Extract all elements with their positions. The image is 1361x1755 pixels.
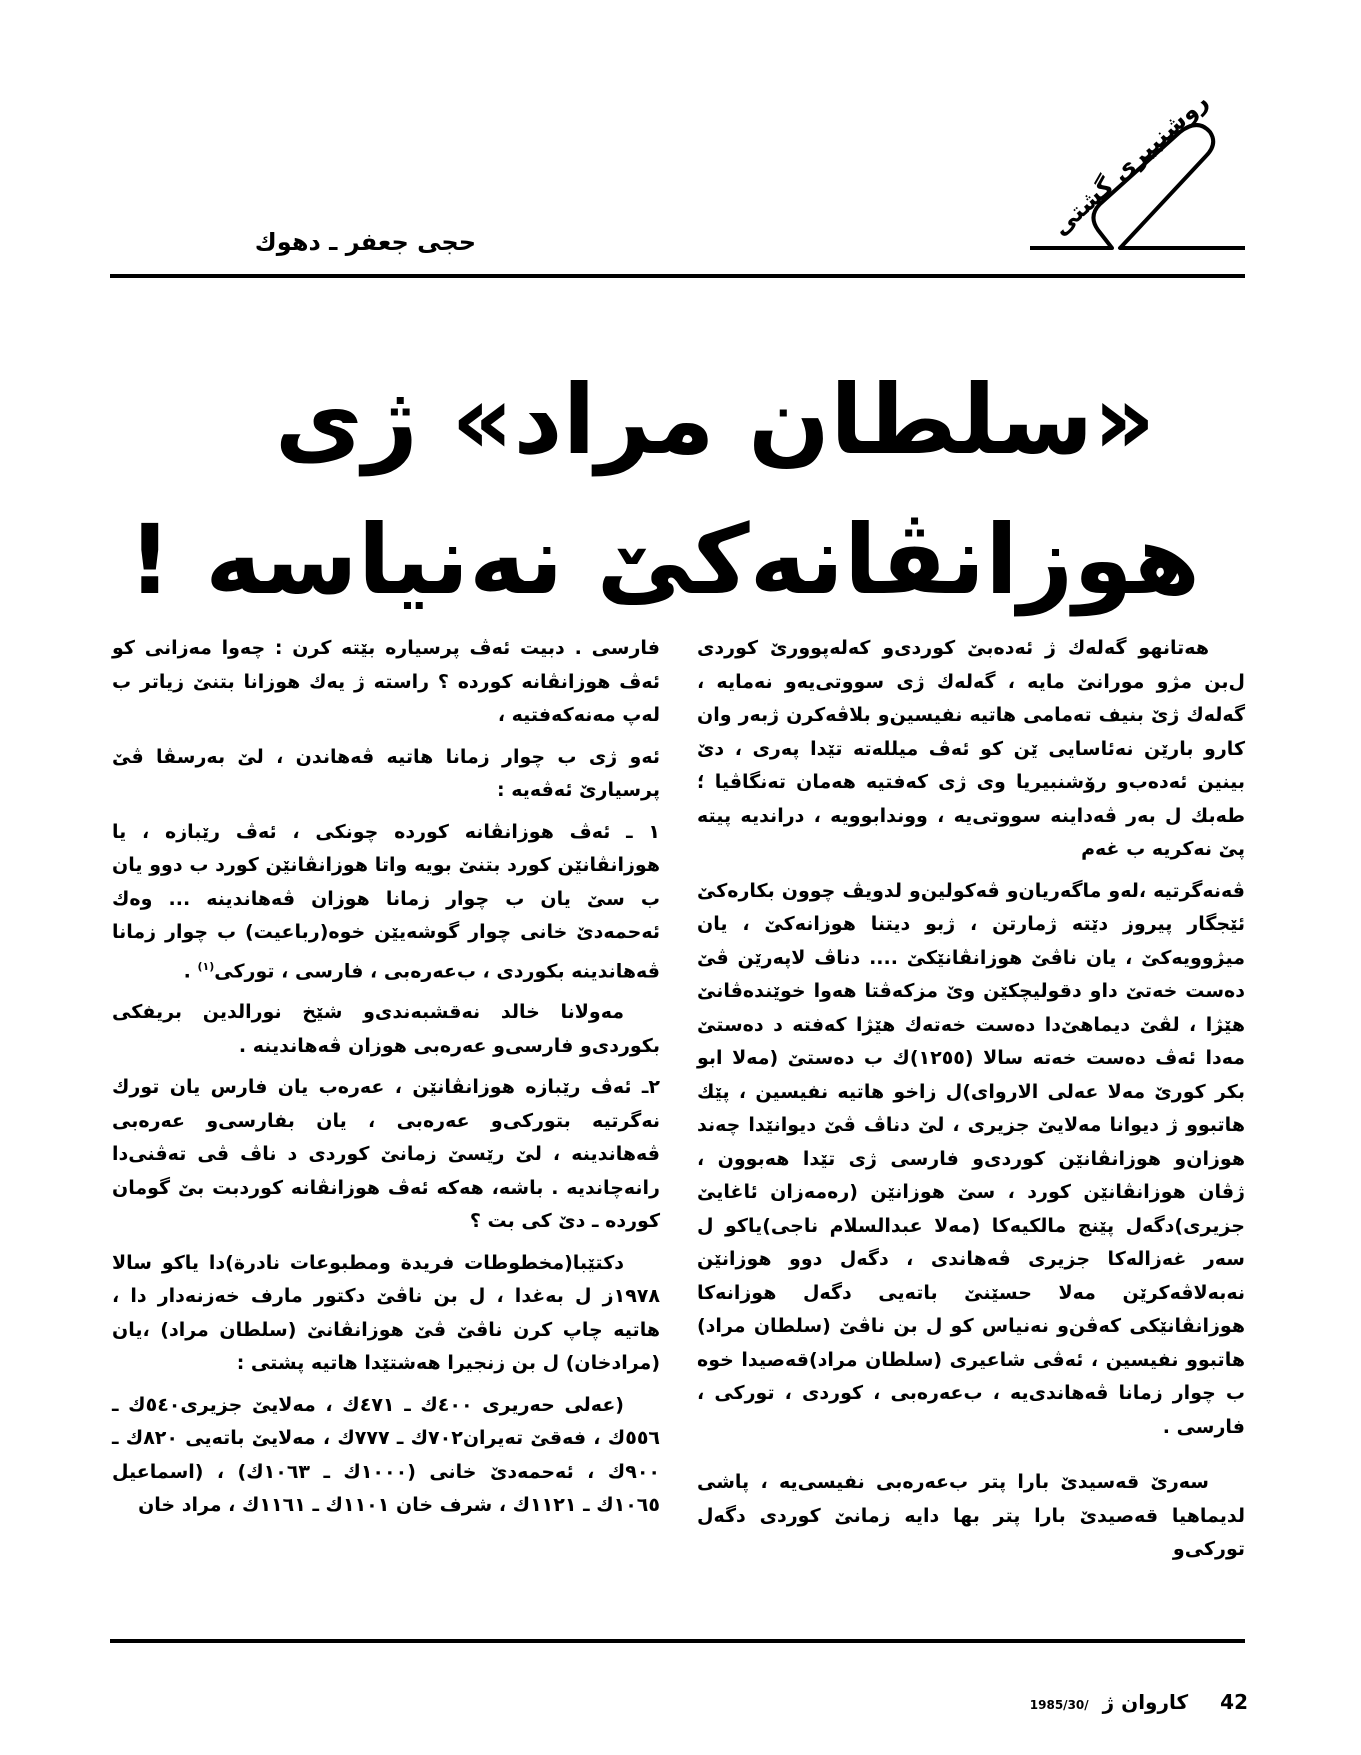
paragraph: فارسی . دبیت ئه‌ڤ پرسیاره بێته كرن : چه‌وا مه‌زانی كو ئه‌ڤ هوزانڤانه كورده ؟ راسته ژ یه‌ك هوزانا بتنێ زیاتر ب له‌پ مه‌نه‌كه‌فتیه ، bbox=[112, 637, 660, 726]
paragraph: مه‌ولانا خالد نه‌قشبه‌ندی‌و شێخ نورالدین بریفكی بكوردی‌و فارسی‌و عه‌ره‌بی هوزان ڤه‌هاندینه . bbox=[112, 1001, 660, 1057]
paragraph: دكتێبا(مخطوطات فریدة ومطبوعات نادرة)دا یاكو سالا ١٩٧٨ز ل به‌غدا ، ل بن ناڤێ دكتور مارف خه‌زنه‌دار دا ، هاتیه چاپ كرن ناڤێ ڤێ هوزانڤانێ (سلطان مراد) ،یان (مرادخان) ل بن زنجیرا هه‌شتێدا هاتیه پشتی : bbox=[112, 1251, 660, 1375]
issue-number: 1985/30/ bbox=[1029, 1698, 1089, 1712]
author-byline: حجی جعفر ـ دهوك bbox=[254, 228, 476, 256]
section-badge-label: روشنبیری گشتی bbox=[1046, 86, 1214, 242]
paragraph-with-footnote: ١ ـ ئه‌ڤ هوزانڤانه كورده چونكی ، ئه‌ڤ رێبازه ، یا هوزانڤانێن كورد بتنێ بویه واتا هوزانڤانێن كورد ب دوو یان ب سێ یان ب چوار زمانا هوزان ڤه‌هاندینه ... وه‌ك ئه‌حمه‌دێ خانی چوار گوشه‌یێن خوه(رباعیت) ب چوار زمانا ڤه‌هاندینه بكوردی ، ب‌عه‌ره‌بی ، فارسی ، توركی$^{(١)}$ . bbox=[112, 820, 660, 982]
page-number: 42 bbox=[1220, 1690, 1248, 1714]
header-divider bbox=[110, 274, 1245, 278]
paragraph: ڤه‌نه‌گرتیه ،له‌و ماگه‌ریان‌و ڤه‌كولین‌و لدویڤ چوون بكاره‌كێ ئێجگار پیروز دێته ژمارتن ، ژبو دیتنا هوزانه‌كێ ، یان میژوویه‌كێ ، یان ناڤێ هوزانڤانێكێ .... دناڤ لاپه‌رێن ڤێ ده‌ست خه‌تێ داو دقولیچكێن وێ مزكه‌ڤتا هه‌وا خوێنده‌ڤانێ هێژا ، لڤێ دیماهێ‌دا ده‌ست خه‌ته‌ك هێژا كه‌فته د ده‌ستێ مه‌دا ئه‌ڤ ده‌ست خه‌ته سالا (١٢٥٥)ك ب ده‌ستێ (مه‌لا ابو بكر كورێ مه‌لا عه‌لی الاروای)ل زاخو هاتیه نفیسین ، پێك هاتبوو ژ دیوانا مه‌لایێ جزیری ، لێ دناڤ ڤێ دیوانێدا چه‌ند هوزان‌و هوزانڤانێن كوردی‌و فارسی ژی تێدا هه‌بوون ، ژڤان هوزانڤانێن كورد ، سێ هوزانێن (ره‌مه‌زان ئاغایێ جزیری)دگه‌ل پێنج مالكیه‌كا (مه‌لا عبدالسلام ناجی)یاكو ل سه‌ر غه‌زاله‌كا جزیری ڤه‌هاندی ، دگه‌ل دوو هوزانێن نه‌به‌لاڤه‌كرێن مه‌لا حسێنێ باته‌یی دگه‌ل هوزانه‌كا هوزانڤانێكی كه‌ڤن‌و نه‌نیاس كو ل بن ناڤێ (سلطان مراد) هاتبوو نفیسین ، ئه‌ڤی شاعیری (سلطان مراد)قه‌صیدا خوه ب چوار زمانا ڤه‌هاندی‌یه ، ب‌عه‌ره‌بی ، كوردی ، توركی ، فارسی . bbox=[697, 879, 1245, 1438]
paragraph: ئه‌و ژی ب چوار زمانا هاتیه ڤه‌هاندن ، لێ به‌رسڤا ڤێ پرسیارێ ئه‌ڤه‌یه : bbox=[112, 745, 660, 801]
footer-divider bbox=[110, 1639, 1245, 1643]
footnote-marker[interactable]: (١) bbox=[197, 959, 215, 973]
page-footer bbox=[1030, 1690, 1248, 1714]
paragraph-text: ١ ـ ئه‌ڤ هوزانڤانه كورده چونكی ، ئه‌ڤ رێبازه ، یا هوزانڤانێن كورد بتنێ بویه واتا هوزانڤانێن كورد ب دوو یان ب سێ یان ب چوار زمانا هوزان ڤه‌هاندینه ... وه‌ك ئه‌حمه‌دێ خانی چوار گوشه‌یێن خوه(رباعیت) ب چوار زمانا ڤه‌هاندینه بكوردی ، ب‌عه‌ره‌بی ، فارسی ، توركی bbox=[112, 820, 660, 982]
headline-line-1: «سلطان مراد» ژی bbox=[274, 364, 1156, 476]
paragraph: سه‌رێ قه‌سیدێ بارا پتر ب‌عه‌ره‌بی نفیسی‌یه ، پاشی لدیماهیا قه‌صیدێ بارا پتر بها دایه زمانێ كوردی دگه‌ل توركی‌و bbox=[697, 1471, 1245, 1560]
article-headline bbox=[127, 350, 1200, 630]
paragraph: ٢ـ ئه‌ڤ رێبازه هوزانڤانێن ، عه‌ره‌ب یان فارس یان تورك نه‌گرتیه بتوركی‌و عه‌ره‌بی ، یان بفارسی‌و عه‌ره‌بی ڤه‌هاندینه ، لێ رێسێ زمانێ كوردی د ناڤ ڤی ته‌ڤنی‌دا رانه‌چاندیه . باشه، هه‌كه ئه‌ڤ هوزانڤانه كوردبت بێ گومان كورده ـ دێ كی بت ؟ bbox=[112, 1076, 660, 1233]
magazine-name: كاروان ژ bbox=[1102, 1690, 1189, 1714]
headline-line-2: هوزانڤانه‌كێ نه‌نیاسه ! bbox=[127, 504, 1200, 616]
article-column-right bbox=[697, 632, 1245, 1575]
section-badge bbox=[1030, 112, 1245, 272]
section-badge-frame bbox=[1030, 112, 1245, 272]
paragraph: (عه‌لی حه‌ریری ٤٠٠ك ـ ٤٧١ك ، مه‌لایێ جزیری٥٤٠ك ـ ٥٥٦ك ، فه‌قێ ته‌یران٧٠٢ك ـ ٧٧٧ك ، مه‌لایێ باته‌یی ٨٢٠ك ـ ٩٠٠ك ، ئه‌حمه‌دێ خانی (١٠٠٠ك ـ ١٠٦٣ك) ، (اسماعیل ١٠٦٥ك ـ ١١٢١ك ، شرف خان ١١٠١ك ـ ١١٦١ك ، مراد خان bbox=[112, 1393, 661, 1517]
paragraph: هه‌تانهو گه‌له‌ك ژ ئه‌ده‌بێ كوردی‌و كه‌له‌پوورێ كوردی ل‌بن مژو مورانێ مایه ، گه‌له‌ك ژی سووتی‌یه‌و نه‌مایه ، گه‌له‌ك ژێ بنیف ته‌مامی هاتیه نفیسین‌و بلاڤه‌كرن ژبه‌ر وان كارو بارێن نه‌ئاسایی ێن كو ئه‌ڤ میلله‌ته تێدا په‌ری ، دێ بینین ئه‌ده‌ب‌و رۆشنبیریا وی ژی كه‌فتیه هه‌مان ته‌نگاڤیا ؛ طه‌بك ل به‌ر ڤه‌داینه سووتی‌یه ، ووندابوویه ، دراندیه پیته پێ نه‌كریه ب غه‌م bbox=[697, 637, 1245, 860]
article-column-left bbox=[112, 632, 660, 1531]
